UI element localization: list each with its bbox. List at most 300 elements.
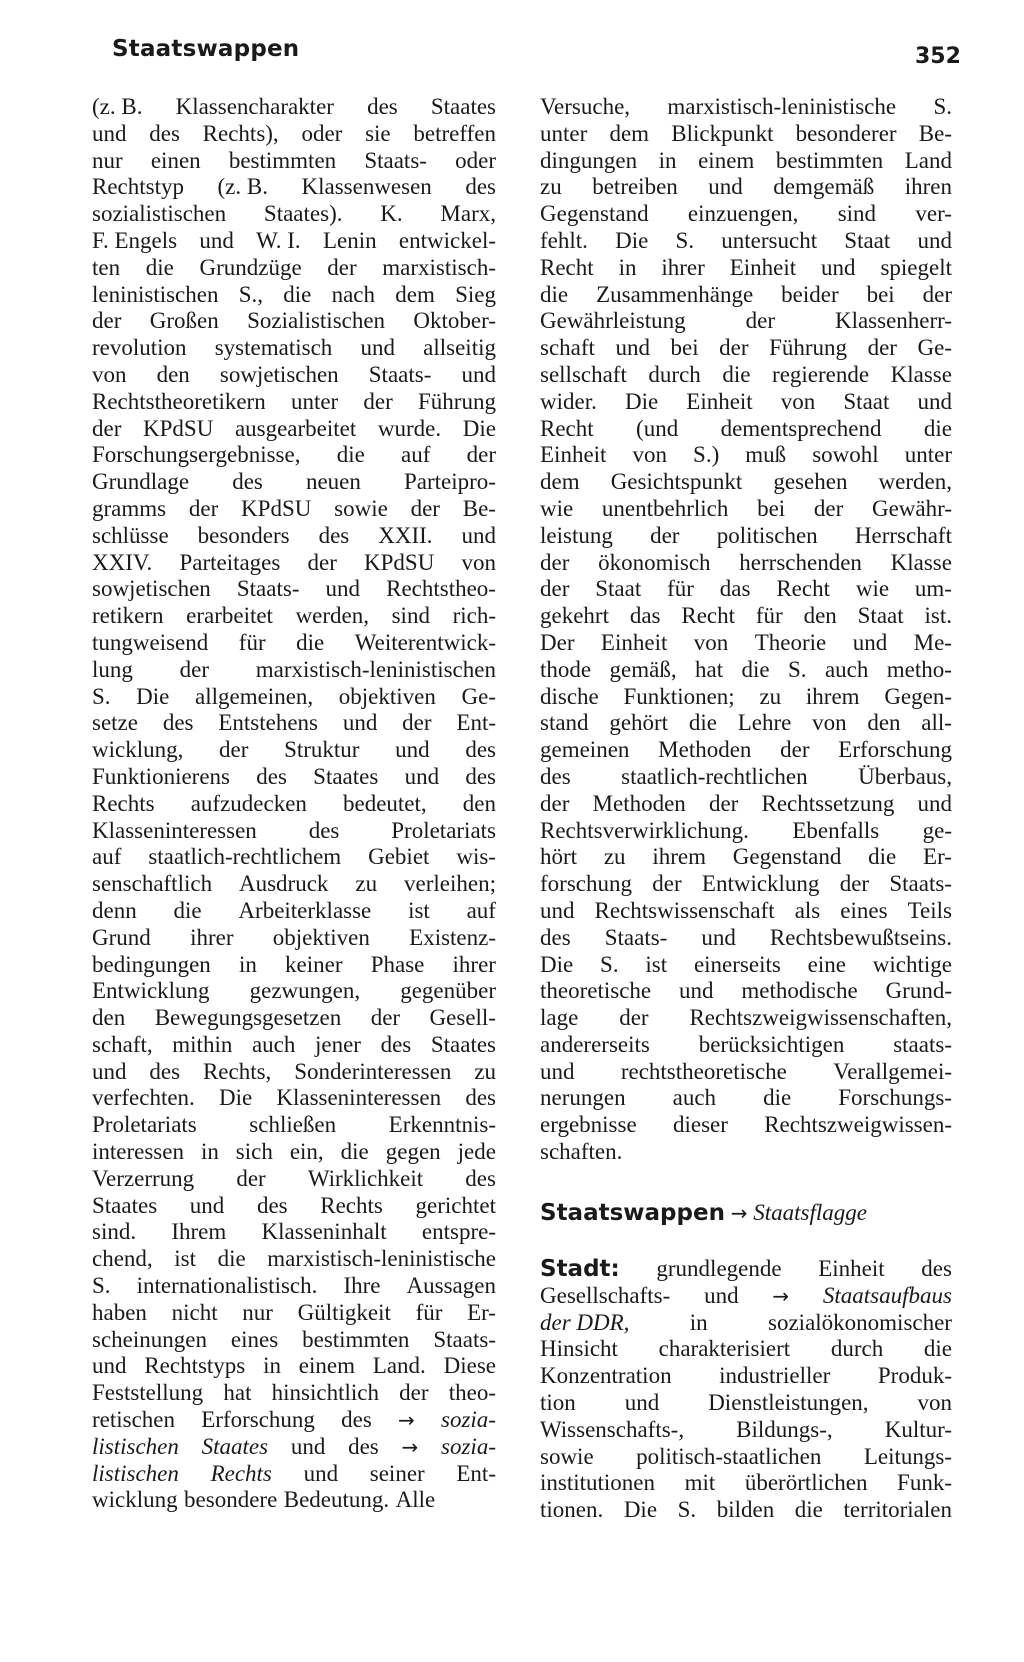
word: betreffen	[413, 120, 496, 146]
word: und	[624, 1389, 660, 1415]
word: oder	[301, 120, 343, 146]
word: Verallgemei-	[833, 1058, 952, 1084]
word: KPdSU	[143, 415, 214, 441]
word: und	[342, 710, 378, 736]
word: des	[367, 94, 398, 119]
word: setze	[92, 710, 138, 736]
word: das	[629, 603, 661, 629]
word: ge-	[922, 817, 952, 843]
word: des	[921, 1256, 952, 1281]
word: politischen	[716, 522, 818, 548]
text-line	[540, 603, 952, 630]
word: Klasse	[890, 361, 952, 387]
word: Gebiet	[368, 844, 430, 870]
word: und	[404, 763, 440, 789]
cross-reference-arrow-icon: →	[730, 1201, 748, 1225]
word: und	[290, 1433, 326, 1459]
word: der	[540, 790, 570, 816]
word: ausgearbeitet	[234, 415, 357, 441]
right-column	[540, 94, 952, 1166]
word: der	[219, 737, 249, 763]
text-line	[540, 737, 952, 764]
word: Wissenschafts-,	[540, 1416, 685, 1442]
word: der	[780, 737, 810, 763]
word: ihrer	[190, 924, 234, 950]
cross-reference-link[interactable]: Rechts	[210, 1460, 272, 1486]
word: senschaftlich	[92, 871, 213, 897]
word: schaft	[540, 335, 595, 361]
text-line	[540, 469, 952, 496]
word: Rechtstyps	[144, 1353, 246, 1379]
word: Die	[540, 951, 574, 977]
text-line	[540, 1336, 952, 1363]
entry-staatswappen	[540, 1200, 952, 1227]
word: Einheit	[729, 254, 797, 280]
cross-reference-link[interactable]: listischen	[92, 1460, 179, 1486]
word: schaften.	[540, 1139, 623, 1165]
word: sind	[391, 603, 430, 629]
word: dische	[540, 683, 599, 709]
word: Klasseninteressen	[92, 817, 257, 843]
word: Rechtswissenschaft	[594, 897, 775, 923]
word: Rechts	[320, 1192, 383, 1218]
word: und	[461, 361, 496, 387]
word: nerungen	[540, 1085, 626, 1111]
text-line	[92, 1273, 496, 1300]
word: systematisch	[214, 335, 333, 361]
word: die	[283, 281, 312, 307]
word: schließen	[249, 1112, 337, 1138]
word: ihrer	[452, 951, 496, 977]
word: Rechts,	[202, 1058, 272, 1084]
word: sellschaft	[540, 361, 627, 387]
word: Feststellung	[92, 1380, 204, 1406]
word: Gültigkeit	[297, 1299, 391, 1325]
word: und	[189, 1192, 225, 1218]
word: der	[652, 871, 682, 897]
word: internationalistisch.	[136, 1273, 318, 1299]
word: bei	[866, 281, 895, 307]
word: den	[462, 790, 496, 816]
word: den	[867, 710, 901, 736]
word: des	[149, 1058, 181, 1084]
word: um-	[914, 576, 952, 602]
word: betreiben	[592, 174, 678, 200]
word: Entwicklung	[92, 978, 210, 1004]
word: schaft,	[92, 1031, 153, 1057]
text-line	[92, 1353, 496, 1380]
word: wichtige	[872, 951, 952, 977]
word: des	[465, 1085, 496, 1111]
word: S.	[677, 1497, 697, 1523]
word: Die	[623, 1497, 658, 1523]
word: die	[145, 254, 174, 280]
word: Dienstleistungen,	[708, 1389, 869, 1415]
entry-stadt	[540, 1256, 952, 1524]
word: der	[370, 1005, 401, 1031]
word: die	[923, 415, 952, 441]
text-line	[92, 362, 496, 389]
word: und	[821, 254, 856, 280]
text-line	[92, 710, 496, 737]
word: Bildungs-,	[736, 1416, 833, 1442]
word: Staates	[430, 1031, 496, 1057]
word: den	[92, 1005, 126, 1031]
text-line	[540, 174, 952, 201]
word: von	[92, 361, 127, 387]
word: Gesellschafts-	[540, 1282, 671, 1308]
word: bei	[757, 495, 786, 521]
word: besonderer	[795, 120, 897, 146]
text-line	[540, 1444, 952, 1471]
word: Zusammenhänge	[596, 281, 754, 307]
word: entwickel-	[398, 227, 496, 253]
word: in	[658, 147, 677, 173]
text-line	[92, 282, 496, 309]
word: gerichtet	[415, 1192, 496, 1218]
word: theo-	[448, 1380, 496, 1406]
word: überörtlichen	[744, 1470, 868, 1496]
word: und	[199, 227, 234, 253]
word: in	[200, 1139, 219, 1165]
text-line	[540, 1390, 952, 1417]
word: Forschungsergebnisse,	[92, 442, 301, 468]
word: des	[348, 1433, 379, 1459]
word: marxistisch-leninistischen	[255, 656, 496, 682]
word: Versuche,	[540, 94, 631, 119]
text-line	[540, 228, 952, 255]
word: Recht	[540, 415, 594, 441]
word: aufzudecken	[190, 790, 307, 816]
text-line	[92, 1085, 496, 1112]
text-line	[540, 1256, 952, 1283]
word: Überbaus,	[858, 763, 952, 789]
word: Produk-	[877, 1363, 952, 1389]
word: institutionen	[540, 1470, 655, 1496]
text-line	[92, 335, 496, 362]
text-line	[540, 201, 952, 228]
text-line	[540, 94, 952, 121]
word: hat	[223, 1380, 252, 1406]
cross-reference-link[interactable]: sozia-	[441, 1407, 496, 1433]
word: hinsichtlich	[271, 1380, 379, 1406]
word: Einheit	[600, 629, 668, 655]
text-line	[540, 1112, 952, 1139]
word: von	[693, 629, 729, 655]
text-line	[540, 791, 952, 818]
word: haben	[92, 1299, 147, 1325]
word: spiegelt	[880, 254, 952, 280]
word: Recht	[776, 576, 830, 602]
word: die	[217, 1246, 246, 1272]
cross-reference-link[interactable]: Staates	[201, 1433, 269, 1459]
word: von	[780, 388, 816, 414]
word: marxistisch-	[382, 254, 496, 280]
word: und	[704, 1282, 739, 1308]
word: Staat	[595, 576, 642, 602]
cross-reference-link[interactable]: der DDR,	[540, 1309, 630, 1335]
text-line	[540, 1139, 952, 1166]
word: Rechts),	[202, 120, 279, 146]
word: Diese	[443, 1353, 496, 1379]
word: die	[923, 1336, 952, 1362]
text-line	[92, 496, 496, 523]
word: Marx,	[440, 201, 496, 227]
word: bedingungen	[92, 951, 211, 977]
word: all-	[921, 710, 952, 736]
word: die	[336, 442, 365, 468]
word: und	[325, 576, 361, 602]
text-line	[92, 228, 496, 255]
word: thode	[540, 656, 592, 682]
word: chend,	[92, 1246, 153, 1272]
word: der	[188, 495, 219, 521]
word: Ent-	[456, 1460, 496, 1486]
word: mit	[684, 1470, 716, 1496]
cross-reference-link[interactable]: Staatsflagge	[753, 1200, 867, 1225]
word: Funk-	[897, 1470, 952, 1496]
word: lung	[92, 656, 133, 682]
word: Be-	[462, 495, 496, 521]
word: der	[719, 335, 749, 361]
word: unter	[904, 442, 952, 468]
word: Weiterentwick-	[354, 629, 496, 655]
word: und	[852, 629, 888, 655]
entry-headword: Staatswappen	[540, 1200, 725, 1226]
text-line	[540, 416, 952, 443]
word: Entstehens	[218, 710, 318, 736]
word: unter	[290, 388, 339, 414]
text-line	[540, 764, 952, 791]
word: Grund	[92, 924, 151, 950]
word: des	[341, 1407, 372, 1433]
word: der	[650, 522, 680, 548]
word: ten	[92, 254, 121, 280]
word: der	[867, 335, 897, 361]
word: S.	[92, 1273, 111, 1299]
word: Staates	[313, 763, 379, 789]
word: Hinsicht	[540, 1336, 618, 1362]
text-line	[92, 603, 496, 630]
text-line	[92, 1166, 496, 1193]
text-line	[540, 148, 952, 175]
word: Rechtsverwirklichung.	[540, 817, 749, 843]
word: KPdSU	[241, 495, 312, 521]
cross-reference-link[interactable]: sozia-	[441, 1433, 496, 1459]
word: zu	[355, 871, 378, 897]
word: demgemäß	[773, 174, 875, 200]
word: des	[465, 1165, 496, 1191]
text-line	[92, 871, 496, 898]
text-line	[92, 844, 496, 871]
word: Aussagen	[406, 1273, 496, 1299]
word: dem	[395, 281, 435, 307]
word: Ebenfalls	[792, 817, 880, 843]
word: Staats-	[368, 361, 432, 387]
word: Land	[904, 147, 952, 173]
word: des	[162, 710, 194, 736]
word: bei	[670, 335, 699, 361]
word: dieser	[672, 1112, 728, 1138]
word: oder	[455, 147, 496, 173]
word: die	[688, 710, 717, 736]
word: dingungen	[540, 147, 638, 173]
word: wis-	[456, 844, 496, 870]
word: herrschenden	[739, 549, 862, 575]
word: einzuengen,	[687, 201, 799, 227]
word: gemeinen	[540, 737, 630, 763]
word: S.	[675, 227, 695, 253]
word: ihrem	[805, 683, 860, 709]
word: sowie	[540, 1443, 594, 1469]
word: Phase	[370, 951, 425, 977]
word: industrieller	[719, 1363, 831, 1389]
word: die	[296, 629, 325, 655]
word: Einheit	[686, 388, 753, 414]
word: Rechtsbewußtseins.	[769, 924, 952, 950]
text-line	[92, 121, 496, 148]
word: territorialen	[843, 1497, 952, 1523]
word: keiner	[285, 951, 343, 977]
word: Blickpunkt	[671, 120, 774, 146]
word: durch	[648, 361, 701, 387]
word: Rechtssetzung	[761, 790, 895, 816]
text-line	[540, 978, 952, 1005]
word: gezwungen,	[249, 978, 361, 1004]
word: der	[839, 871, 870, 897]
word: (z. B.	[217, 174, 268, 200]
word: Sozialistischen	[247, 308, 386, 334]
text-line	[92, 1032, 496, 1059]
word: Ausdruck	[239, 871, 329, 897]
text-line	[540, 1363, 952, 1390]
word: Die	[136, 683, 170, 709]
word: objektiven	[272, 924, 370, 950]
text-line	[540, 1032, 952, 1059]
cross-reference-arrow-icon: →	[398, 1408, 415, 1433]
word: leninistischen	[92, 281, 219, 307]
cross-reference-link[interactable]: listischen	[92, 1433, 179, 1459]
word: Ge-	[461, 683, 496, 709]
word: und	[303, 1460, 339, 1486]
word: Er-	[923, 844, 952, 870]
text-line	[92, 764, 496, 791]
cross-reference-link[interactable]: Staatsaufbaus	[822, 1282, 952, 1308]
word: Sonderinteressen	[294, 1058, 452, 1084]
word: Einheit	[818, 1256, 885, 1281]
word: Klassenwesen	[301, 174, 432, 200]
text-line	[540, 1497, 952, 1524]
text-line	[92, 1327, 496, 1354]
word: mithin	[172, 1031, 233, 1057]
text-line	[92, 94, 496, 121]
word: die	[540, 281, 569, 307]
word: den	[803, 603, 837, 629]
word: der	[236, 1165, 266, 1191]
word: für	[755, 603, 783, 629]
text-line	[540, 442, 952, 469]
text-line	[92, 1139, 496, 1166]
word: Ge-	[917, 335, 952, 361]
word: untersucht	[721, 227, 818, 253]
text-line	[92, 1219, 496, 1246]
word: Recht	[540, 254, 594, 280]
text-line	[540, 121, 952, 148]
word: scheinungen	[92, 1326, 207, 1352]
word: gekehrt	[540, 603, 609, 629]
left-column	[92, 94, 496, 1514]
text-line	[540, 335, 952, 362]
word: des	[232, 469, 263, 495]
word: Be-	[918, 120, 952, 146]
word: eine	[807, 951, 846, 977]
word: Großen	[149, 308, 219, 334]
text-line	[92, 630, 496, 657]
word: sind	[837, 201, 877, 227]
word: des	[318, 522, 350, 548]
word: Staats-	[236, 576, 300, 602]
word: Die	[218, 1085, 253, 1111]
word: ver-	[915, 201, 952, 227]
text-line	[92, 1005, 496, 1032]
word: sowohl	[812, 442, 879, 468]
word: jener	[314, 1031, 361, 1057]
word: gemäß,	[609, 656, 677, 682]
word: Sieg	[455, 281, 496, 307]
word: Ihre	[343, 1273, 381, 1299]
text-line	[540, 282, 952, 309]
word: der	[708, 790, 739, 816]
word: Staates).	[263, 201, 343, 227]
text-line	[92, 1246, 496, 1273]
word: Entwicklung	[701, 871, 820, 897]
word: tionen.	[540, 1497, 604, 1523]
text-line	[92, 737, 496, 764]
word: die	[794, 1497, 823, 1523]
word: revolution	[92, 335, 187, 361]
text-line	[92, 174, 496, 201]
text-line	[92, 898, 496, 925]
word: Recht	[681, 603, 736, 629]
word: der	[540, 549, 570, 575]
text-line	[92, 576, 496, 603]
word: ihrer	[661, 254, 705, 280]
text-line	[92, 255, 496, 282]
word: des	[540, 763, 571, 789]
word: wider.	[540, 388, 597, 414]
word: der	[922, 281, 952, 307]
word: lage	[540, 1005, 579, 1031]
word: ergebnisse	[540, 1112, 637, 1138]
text-line	[540, 550, 952, 577]
word: Gegenstand	[540, 201, 649, 227]
word: in	[238, 951, 257, 977]
word: die	[722, 361, 751, 387]
word: und	[540, 1058, 575, 1084]
word: allgemeinen,	[195, 683, 314, 709]
word: Funktionen;	[623, 683, 735, 709]
word: Parteitages	[179, 549, 281, 575]
word: Gewährleistung	[540, 308, 686, 334]
word: und	[679, 978, 714, 1004]
text-line	[92, 469, 496, 496]
word: und	[461, 522, 496, 548]
word: Ent-	[456, 710, 496, 736]
text-line	[92, 1059, 496, 1086]
text-line	[92, 818, 496, 845]
word: grundlegende	[656, 1256, 782, 1281]
word: Bedeutung.	[283, 1487, 390, 1513]
